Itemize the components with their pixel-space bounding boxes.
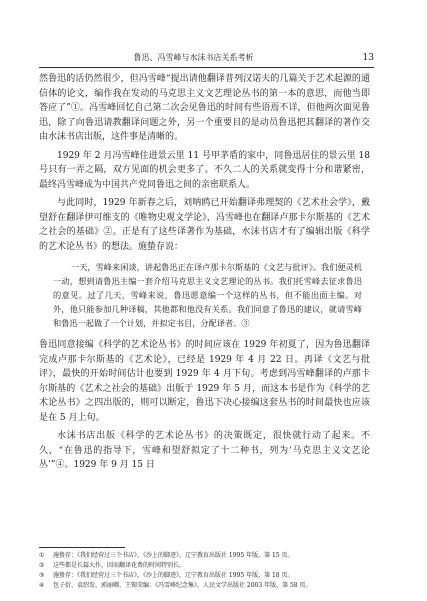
- footnote: [39, 551, 370, 561]
- footnote-mark: ②: [39, 562, 45, 569]
- page-number: 13: [362, 53, 374, 63]
- footnote-mark: ④: [39, 582, 45, 589]
- footnote-mark: ③: [39, 572, 45, 579]
- paragraph: 水沫书店出版《科学的艺术论丛书》的决策既定，很快就行动了起来。不久，“在鲁迅的指导下，雪峰和望舒拟定了十二种书，列为‘马克思主义文艺论丛’”④。1929 年 9 月 15 日: [39, 431, 370, 470]
- paragraph: 然鲁迅的话仍然很少，但冯雪峰“提出请他翻译普列汉诺夫的几篇关于艺术起源的通信体的论文，编作我在发动的马克思主义文艺理论丛书的第一本的意思，而他当即答应了”①。冯雪峰回忆自己第二次会见鲁迅的时间有些语焉不详，但他两次面见鲁迅，除了向鲁迅请教翻译问题之外，另一个重要目的是动员鲁迅把其翻译的著作交由水沫书店出版，这件事是清晰的。: [39, 74, 370, 142]
- footnote-rule: [39, 547, 125, 548]
- paragraph: 与此同时，1929 年新春之后，刘呐鸥已开始翻译弗理契的《艺术社会学》，戴望舒在翻译伊可维支的《唯物史观文学论》，冯雪峰也在翻译卢那卡尔斯基的《艺术之社会的基础》②。正是有了这些译著作为基础，水沫书店才有了编辑出版《科学的艺术论丛书》的想法。施蛰存说：: [39, 198, 370, 252]
- footnote-text: 这些都是长篇大作，因而翻译花费的时间特别长。: [53, 562, 186, 569]
- header-rule: [39, 67, 374, 68]
- footnote: [39, 561, 370, 571]
- footnote-mark: ①: [39, 552, 45, 559]
- paragraph: 1929 年 2 月冯雪峰住进景云里 11 号甲茅盾的家中，同鲁迅居住的景云里 18 号只有一弄之隔，双方见面的机会更多了。不久二人的关系就变得十分和谐紧密，最终冯雪峰成为中国共产党同鲁迅之间的亲密联系人。: [39, 150, 370, 190]
- footnote: [39, 581, 370, 591]
- footnote: [39, 571, 370, 581]
- footnotes: [39, 551, 370, 591]
- footnote-text: 施蛰存：《我们经营过三个书店》，《沙上的脚迹》，辽宁教育出版社 1995 年版，第 15 页。: [53, 552, 294, 559]
- paragraph: 鲁迅同意接编《科学的艺术论丛书》的时间应该在 1929 年初夏了，因为鲁迅翻译完成卢那卡尔斯基的《艺术论》，已经是 1929 年 4 月 22 日。再译《文艺与批评》，最快的开始时间估计也要到 1929 年 4 月下旬。考虑到冯雪峰翻译的卢那卡尔斯基的《艺术之社会的基础》出版于 1929 年 5 月，而这本书是作为《科学的艺术论丛书》之四出版的，则可以断定，鲁迅下决心接编这套丛书的时间最快也应该是在 5 月上旬。: [39, 340, 370, 423]
- footnote-text: 包子衍、袁绍发、郭丽卿、王锡荣编：《冯雪峰纪念集》，人民文学出版社 2003 年版，第 58 页。: [53, 582, 312, 589]
- footnote-text: 施蛰存：《我们经营过三个书店》，《沙上的脚迹》，辽宁教育出版社 1995 年版，第 18 页。: [53, 572, 294, 579]
- main-text: [39, 72, 370, 473]
- running-header: [39, 51, 374, 65]
- running-title: 鲁迅、冯雪峰与水沫书店关系考析: [133, 53, 254, 62]
- block-quote: 一天，雪峰来闲谈，讲起鲁迅正在译卢那卡尔斯基的《文艺与批评》。我们便灵机一动，想到请鲁迅主编一套介绍马克思主义文艺理论的丛书。我们托雪峰去征求鲁迅的意见。过了几天，雪峰来说，鲁迅愿意编一个这样的丛书，但不能出面主编。对外，他只能参加几种译稿，其他都和他没有关系。我们同意了鲁迅的建议，就请雪峰和鲁迅一起做了一个计划，并拟定书目，分配译者。③: [53, 262, 362, 328]
